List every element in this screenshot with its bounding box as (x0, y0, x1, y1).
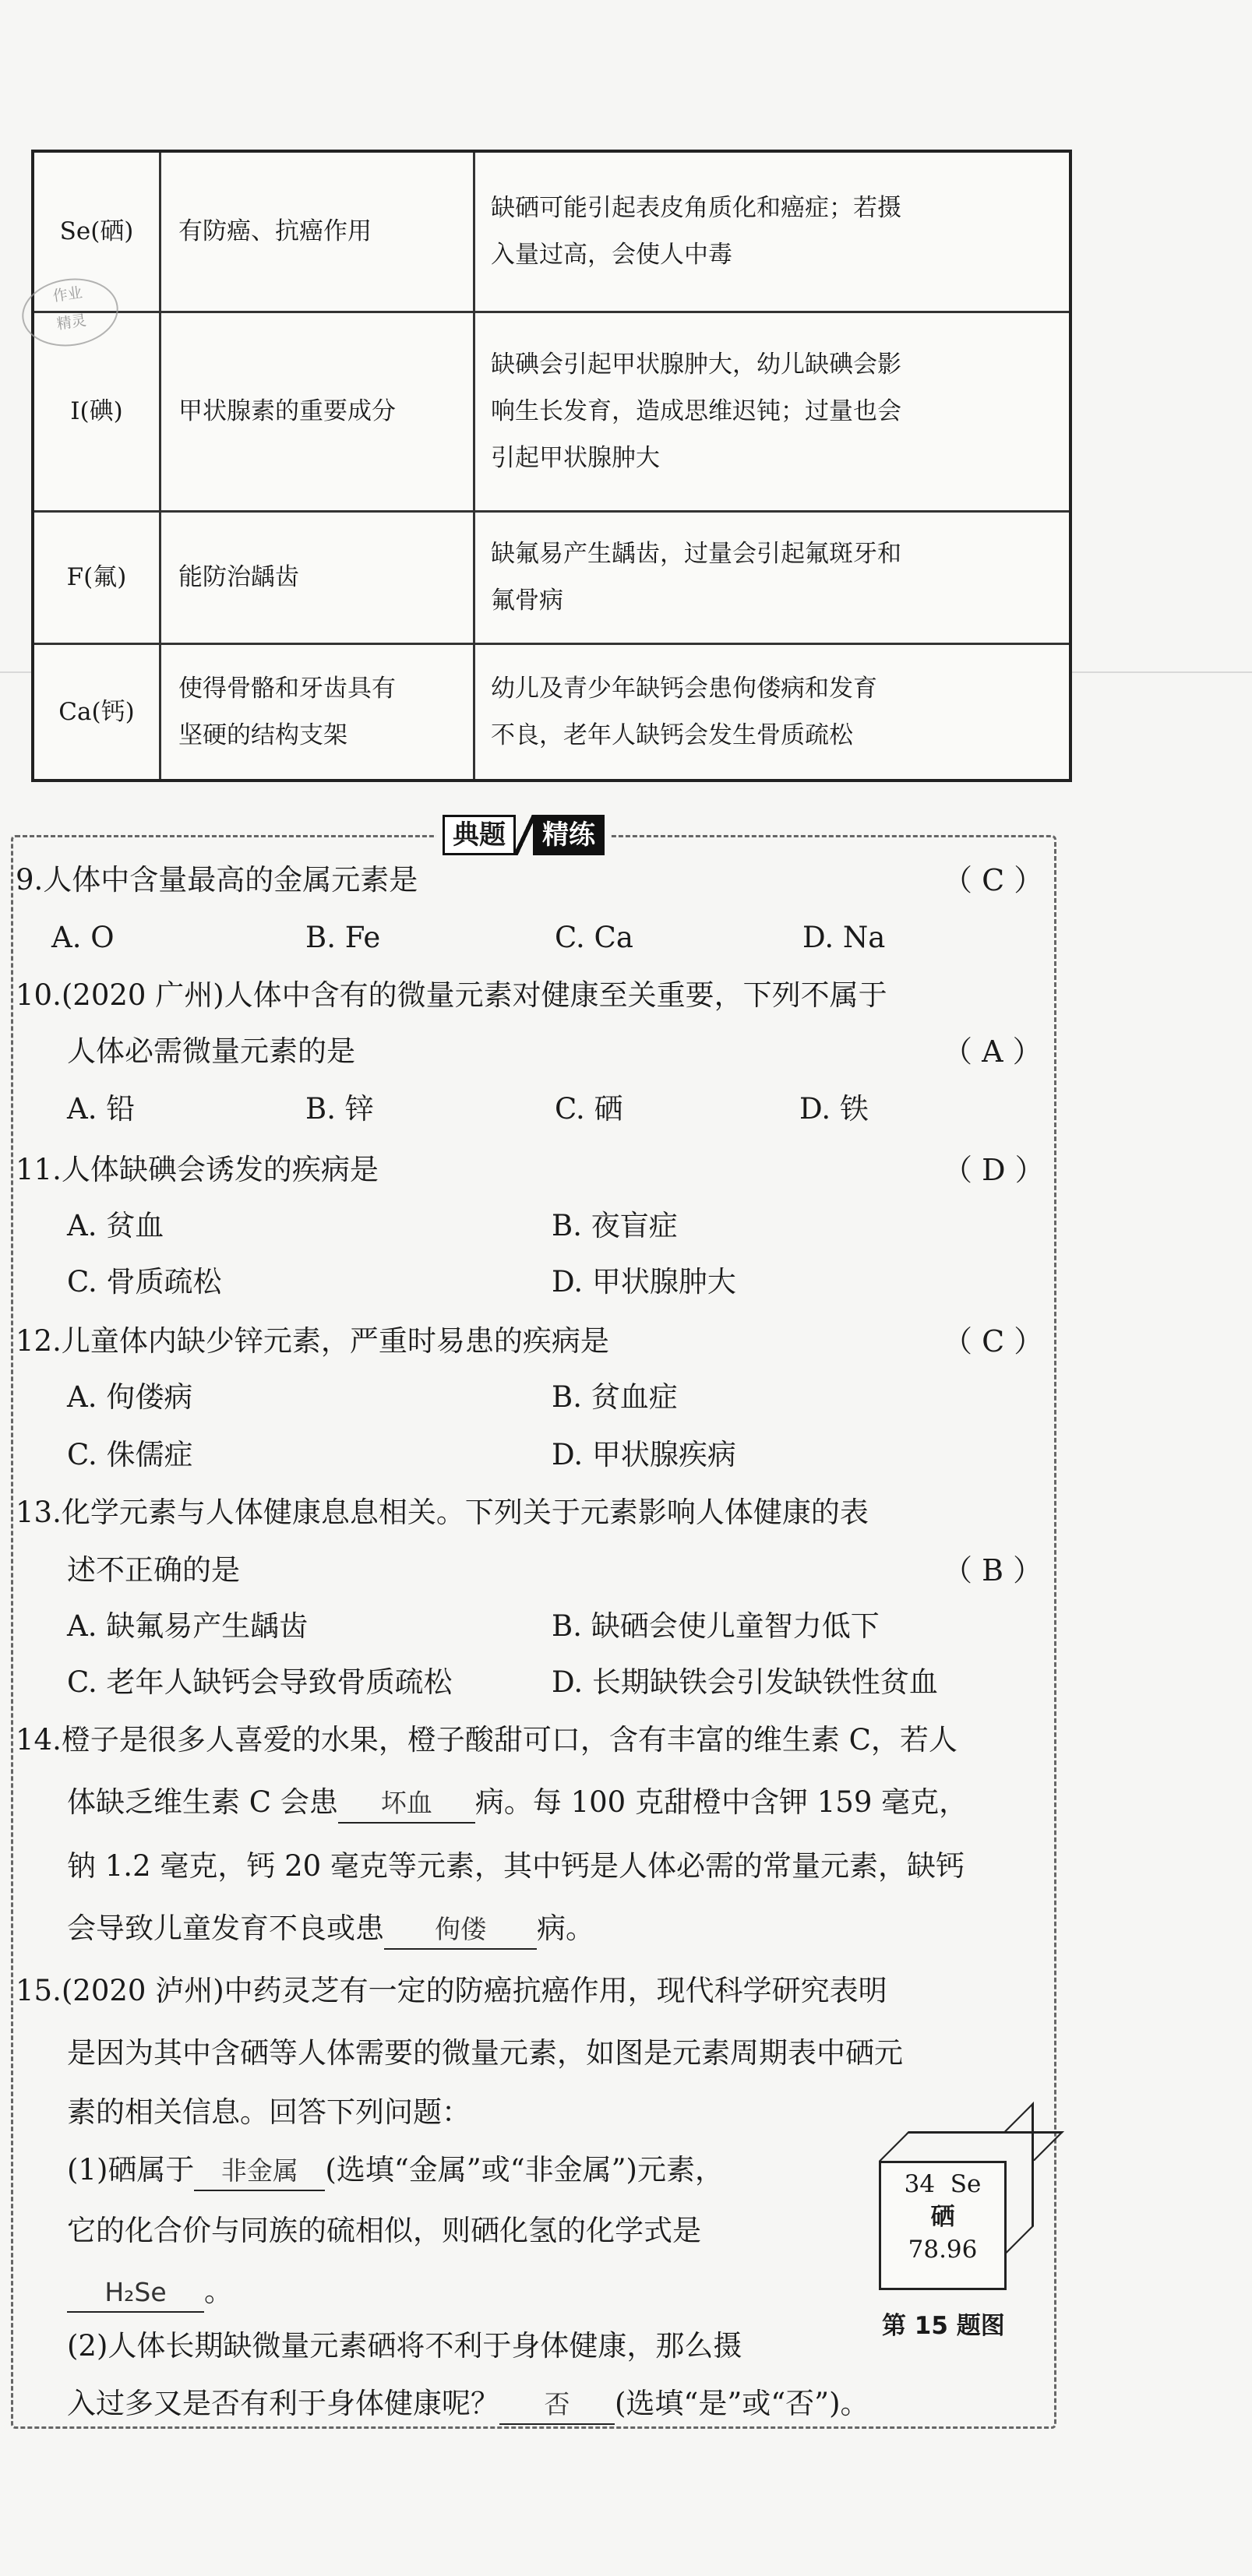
option: D. 铁 (799, 1092, 869, 1126)
table-row (33, 643, 1070, 781)
option: A. 铅 (67, 1092, 136, 1126)
option: C. 骨质疏松 (67, 1265, 222, 1299)
question-text (67, 1910, 594, 1950)
effect-line: 不良，老年人缺钙会发生骨质疏松 (491, 721, 853, 749)
option: A. 贫血 (67, 1209, 164, 1242)
question-stem: 14.橙子是很多人喜爱的水果，橙子酸甜可口，含有丰富的维生素 C，若人 (16, 1723, 958, 1757)
question-stem: 15.(2020 泸州)中药灵芝有一定的防癌抗癌作用，现代科学研究表明 (16, 1974, 887, 2007)
effect-line: 缺硒可能引起表皮角质化和癌症；若摄 (491, 194, 901, 223)
element-health-table (31, 150, 1072, 782)
answer-bracket: （ C ） (943, 1324, 1044, 1358)
question-text (67, 2385, 869, 2425)
fill-blank-answer: 否 (499, 2386, 615, 2425)
effect-line: 缺氟易产生龋齿，过量会引起氟斑牙和 (491, 540, 901, 568)
answer-bracket: （ D ） (943, 1153, 1045, 1187)
text-segment: 体缺乏维生素 C 会患 (67, 1785, 338, 1819)
answer-bracket: （ B ） (943, 1553, 1043, 1588)
effect-cell (474, 643, 1071, 781)
question-stem: 9.人体中含量最高的金属元素是 (16, 863, 418, 897)
option: C. 侏儒症 (67, 1438, 193, 1471)
periodic-cell-top-face (879, 2131, 1064, 2161)
stamp-text: 作业 (51, 284, 84, 305)
section-heading (436, 813, 611, 857)
element-name: 硒 (930, 2203, 955, 2231)
effect-line: 幼儿及青少年缺钙会患佝偻病和发育 (491, 674, 877, 703)
question-text: 钠 1.2 毫克，钙 20 毫克等元素，其中钙是人体必需的常量元素，缺钙 (67, 1849, 965, 1883)
text-segment: 病。 (537, 1912, 594, 1945)
element-cell: Se(硒) (33, 151, 160, 312)
element-cell: Ca(钙) (33, 643, 160, 781)
role-cell: 能防治龋齿 (160, 511, 474, 643)
role-cell (160, 643, 474, 781)
question-text (67, 1784, 968, 1824)
answer-bracket: （ C ） (943, 863, 1044, 897)
effect-cell (474, 151, 1071, 312)
question-stem: 人体必需微量元素的是 (67, 1034, 355, 1068)
table-row (33, 511, 1070, 643)
text-segment: (选填“金属”或“非金属”)元素， (325, 2153, 724, 2187)
element-symbol: Se (950, 2170, 982, 2198)
effect-line: 氟骨病 (491, 587, 563, 615)
text-segment: 会导致儿童发育不良或患 (67, 1912, 384, 1945)
fill-blank-answer: H₂Se (67, 2274, 204, 2313)
heading-slash-divider (516, 815, 533, 855)
stamp-text: 精灵 (55, 312, 88, 333)
question-text: (2)人体长期缺微量元素硒将不利于身体健康，那么摄 (67, 2329, 742, 2363)
element-cell: I(碘) (33, 312, 160, 511)
heading-label-a: 典题 (443, 815, 516, 855)
option: B. Fe (305, 921, 381, 954)
question-text (67, 2273, 233, 2313)
question-stem: 10.(2020 广州)人体中含有的微量元素对健康至关重要，下列不属于 (16, 978, 887, 1012)
figure-caption: 第 15 题图 (882, 2312, 1005, 2340)
effect-line: 引起甲状腺肿大 (491, 444, 660, 472)
option: D. 甲状腺肿大 (552, 1265, 736, 1299)
element-cell: F(氟) (33, 511, 160, 643)
text-segment: 入过多又是否有利于身体健康呢？ (67, 2387, 499, 2420)
question-stem: 11.人体缺碘会诱发的疾病是 (16, 1153, 379, 1186)
question-text (67, 2151, 724, 2191)
effect-line: 入量过高，会使人中毒 (491, 241, 732, 270)
text-segment: 病。每 100 克甜橙中含钾 159 毫克， (474, 1785, 968, 1819)
option: B. 夜盲症 (552, 1209, 678, 1242)
option: D. 甲状腺疾病 (552, 1438, 736, 1471)
answer-bracket: （ A ） (943, 1034, 1042, 1069)
table-row (33, 312, 1070, 511)
fill-blank-answer: 佝偻 (384, 1911, 537, 1950)
question-stem: 述不正确的是 (67, 1553, 240, 1587)
question-stem: 13.化学元素与人体健康息息相关。下列关于元素影响人体健康的表 (16, 1496, 869, 1529)
option: A. 佝偻病 (67, 1380, 193, 1414)
question-text: 是因为其中含硒等人体需要的微量元素，如图是元素周期表中硒元 (67, 2036, 903, 2070)
periodic-cell-number-symbol (881, 2169, 1004, 2200)
option: C. 硒 (555, 1092, 623, 1126)
text-segment: (1)硒属于 (67, 2153, 195, 2187)
effect-cell (474, 511, 1071, 643)
option: A. 缺氟易产生龋齿 (67, 1609, 309, 1643)
question-text: 它的化合价与同族的硫相似，则硒化氢的化学式是 (67, 2214, 701, 2247)
option: D. 长期缺铁会引发缺铁性贫血 (552, 1665, 938, 1699)
atomic-number: 34 (904, 2170, 936, 2198)
option: A. O (51, 921, 115, 954)
question-text: 素的相关信息。回答下列问题： (67, 2095, 471, 2129)
atomic-mass: 78.96 (908, 2236, 978, 2264)
heading-label-b: 精练 (533, 815, 605, 855)
effect-line: 缺碘会引起甲状腺肿大，幼儿缺碘会影 (491, 351, 901, 379)
text-segment: 。 (204, 2275, 233, 2308)
option: D. Na (802, 921, 886, 954)
role-cell: 有防癌、抗癌作用 (160, 151, 474, 312)
option: C. Ca (555, 921, 633, 954)
role-line: 坚硬的结构支架 (178, 721, 347, 749)
effect-line: 响生长发育，造成思维迟钝；过量也会 (491, 397, 901, 425)
table-row (33, 151, 1070, 312)
option: B. 锌 (305, 1092, 374, 1126)
role-cell: 甲状腺素的重要成分 (160, 312, 474, 511)
question-stem: 12.儿童体内缺少锌元素，严重时易患的疾病是 (16, 1324, 609, 1358)
effect-cell (474, 312, 1071, 511)
fill-blank-answer: 非金属 (194, 2152, 325, 2191)
option: C. 老年人缺钙会导致骨质疏松 (67, 1665, 453, 1699)
fill-blank-answer: 坏血 (338, 1785, 475, 1824)
option: B. 贫血症 (552, 1380, 678, 1414)
text-segment: (选填“是”或“否”)。 (615, 2387, 869, 2420)
role-line: 使得骨骼和牙齿具有 (178, 674, 396, 703)
option: B. 缺硒会使儿童智力低下 (552, 1609, 880, 1643)
